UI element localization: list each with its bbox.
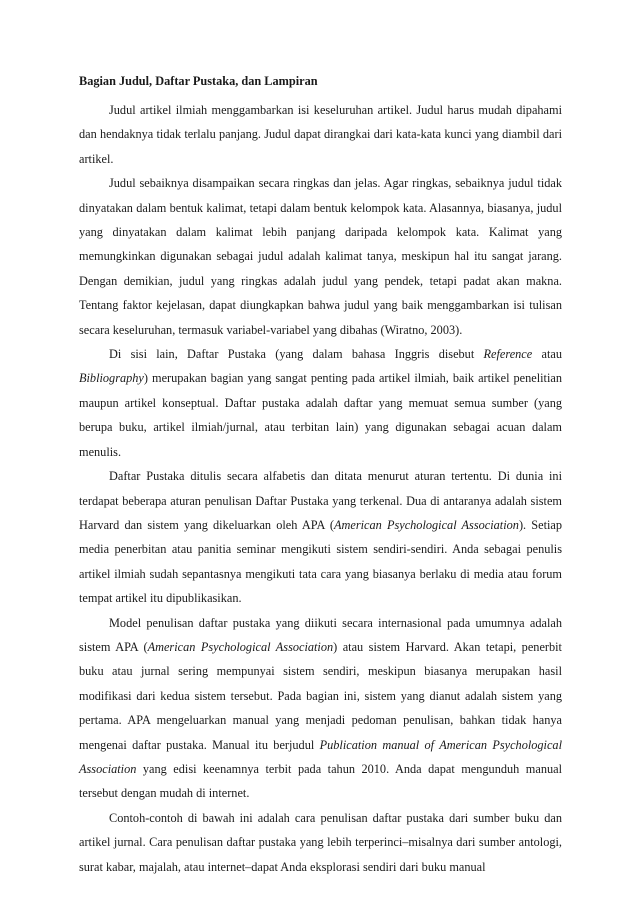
text-run: yang edisi keenamnya terbit pada tahun 2010. Anda dapat mengunduh manual tersebut dengan mudah di internet. (79, 761, 562, 801)
paragraph (79, 98, 562, 171)
text-run: Daftar Pustaka ditulis secara alfabetis dan ditata menurut aturan tertentu. Di dunia ini terdapat beberapa aturan penulisan Daftar Pustaka yang terkenal. Dua di antaranya adalah sistem Harvard dan sistem yang dikeluarkan oleh APA ( (79, 469, 562, 532)
italic-term: Bibliography (79, 371, 144, 386)
document-page (79, 73, 562, 879)
text-run: Contoh-contoh di bawah ini adalah cara penulisan daftar pustaka dari sumber buku dan artikel jurnal. Cara penulisan daftar pustaka yang lebih terperinci–misalnya dari sumber antologi, surat kabar, majalah, atau internet–dapat Anda eksplorasi sendiri dari buku manual (79, 810, 562, 874)
paragraph (79, 171, 562, 342)
text-run: atau (532, 347, 562, 362)
text-run: Judul sebaiknya disampaikan secara ringkas dan jelas. Agar ringkas, sebaiknya judul tidak dinyatakan dalam bentuk kalimat, tetapi dalam bentuk kelompok kata. Alasannya, biasanya, judul yang dinyatakan dalam kalimat lebih panjang daripada kelompok kata. Kalimat yang memungkinkan digunakan sebagai judul adalah kalimat tanya, meskipun hal itu sangat jarang. Dengan demikian, judul yang ringkas adalah judul yang pendek, tetapi padat akan makna. Tentang faktor kejelasan, dapat diungkapkan bahwa judul yang baik menggambarkan isi tulisan secara keseluruhan, termasuk variabel-variabel yang dibahas (Wiratno, 2003). (79, 176, 562, 337)
italic-term: American Psychological Association (147, 639, 334, 654)
italic-term: Publication manual of American Psychological Association (79, 737, 562, 776)
paragraph (79, 342, 562, 464)
text-run: ). Setiap media penerbitan atau panitia seminar mengikuti sistem sendiri-sendiri. Anda sebagai penulis artikel ilmiah sudah sepantasnya mengikuti tata cara yang biasanya berlaku di media atau forum tempat artikel itu dipublikasikan. (79, 517, 563, 606)
paragraph (79, 611, 562, 806)
italic-term: Reference (483, 347, 533, 362)
text-run: Di sisi lain, Daftar Pustaka (yang dalam bahasa Inggris disebut (109, 347, 484, 362)
text-run: Judul artikel ilmiah menggambarkan isi keseluruhan artikel. Judul harus mudah dipahami dan hendaknya tidak terlalu panjang. Judul dapat dirangkai dari kata-kata kunci yang diambil dari artikel. (79, 103, 562, 166)
section-heading: Bagian Judul, Daftar Pustaka, dan Lampiran (79, 74, 318, 88)
text-run: ) merupakan bagian yang sangat penting pada artikel ilmiah, baik artikel penelitian maupun artikel konseptual. Daftar pustaka adalah daftar yang memuat semua sumber (yang berupa buku, artikel ilmiah/jurnal, atau terbitan lain) yang digunakan sebagai acuan dalam menulis. (79, 371, 562, 459)
italic-term: American Psychological Association (333, 517, 519, 532)
text-run: ) atau sistem Harvard. Akan tetapi, penerbit buku atau jurnal sering mempunyai sistem sendiri, meskipun biasanya merupakan hasil modifikasi dari kedua sistem tersebut. Pada bagian ini, sistem yang dianut adalah sistem yang pertama. APA mengeluarkan manual yang menjadi pedoman penulisan, bahkan tidak hanya mengenai daftar pustaka. Manual itu berjudul (79, 639, 562, 752)
paragraph (79, 464, 562, 610)
body-text (79, 98, 562, 879)
text-run: Model penulisan daftar pustaka yang diikuti secara internasional pada umumnya adalah sistem APA ( (79, 615, 562, 654)
paragraph (79, 806, 562, 879)
